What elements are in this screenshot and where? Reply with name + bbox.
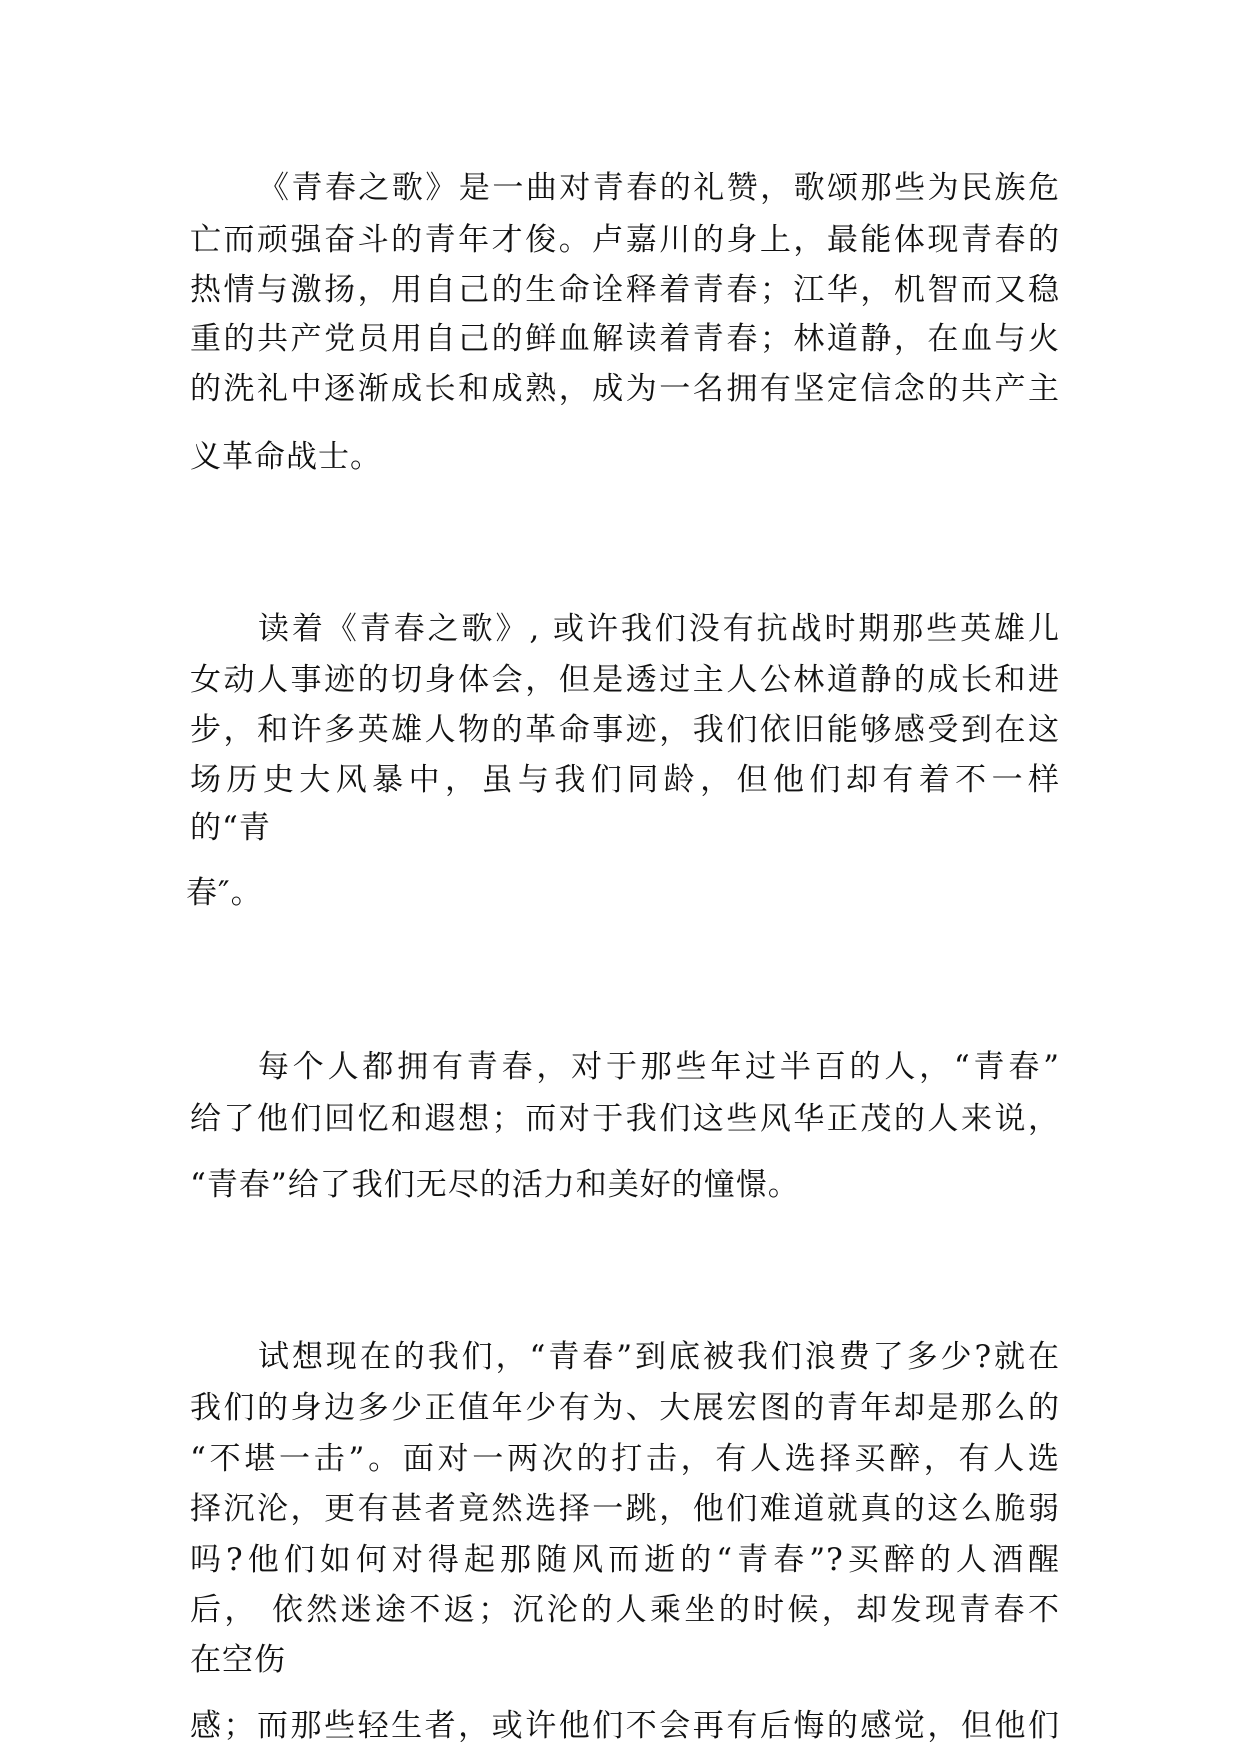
paragraph-line: 《青春之歌》是一曲对青春的礼赞，歌颂那些为民族危 <box>258 170 1060 206</box>
paragraph-line: 读着《青春之歌》, 或许我们没有抗战时期那些英雄儿 <box>258 611 1060 647</box>
paragraph-line: 试想现在的我们，“青春”到底被我们浪费了多少?就在 <box>258 1339 1060 1375</box>
paragraph-line: 场历史大风暴中，虽与我们同龄，但他们却有着不一样 <box>190 762 1060 798</box>
paragraph-line: “青春”给了我们无尽的活力和美好的憧憬。 <box>190 1167 800 1203</box>
paragraph-line: 热情与激扬，用自己的生命诠释着青春；江华，机智而又稳 <box>190 272 1060 308</box>
paragraph-line: 择沉沦，更有甚者竟然选择一跳，他们难道就真的这么脆弱 <box>190 1491 1060 1527</box>
paragraph-line: 春″。 <box>186 875 263 911</box>
paragraph-line: 的“青 <box>190 810 271 846</box>
paragraph-line: 给了他们回忆和遐想；而对于我们这些风华正茂的人来说， <box>190 1101 1060 1137</box>
paragraph-line: 我们的身边多少正值年少有为、大展宏图的青年却是那么的 <box>190 1390 1060 1426</box>
paragraph-line: 吗?他们如何对得起那随风而逝的“青春”?买醉的人酒醒 <box>190 1542 1060 1578</box>
paragraph-line: 感；而那些轻生者，或许他们不会再有后悔的感觉，但他们 <box>190 1708 1060 1744</box>
paragraph-line: 亡而顽强奋斗的青年才俊。卢嘉川的身上，最能体现青春的 <box>190 222 1060 258</box>
paragraph-line: 在空伤 <box>190 1642 286 1678</box>
paragraph-line: “不堪一击”。面对一两次的打击，有人选择买醉，有人选 <box>190 1441 1060 1477</box>
paragraph-line: 女动人事迹的切身体会，但是透过主人公林道静的成长和进 <box>190 662 1060 698</box>
paragraph-line: 重的共产党员用自己的鲜血解读着青春；林道静，在血与火 <box>190 321 1060 357</box>
paragraph-line: 步，和许多英雄人物的革命事迹，我们依旧能够感受到在这 <box>190 712 1060 748</box>
paragraph-line: 义革命战士。 <box>190 439 382 475</box>
paragraph-line: 后， 依然迷途不返；沉沦的人乘坐的时候，却发现青春不 <box>190 1592 1060 1628</box>
paragraph-line: 每个人都拥有青春，对于那些年过半百的人，“青春” <box>258 1049 1060 1085</box>
paragraph-line: 的洗礼中逐渐成长和成熟，成为一名拥有坚定信念的共产主 <box>190 371 1060 407</box>
